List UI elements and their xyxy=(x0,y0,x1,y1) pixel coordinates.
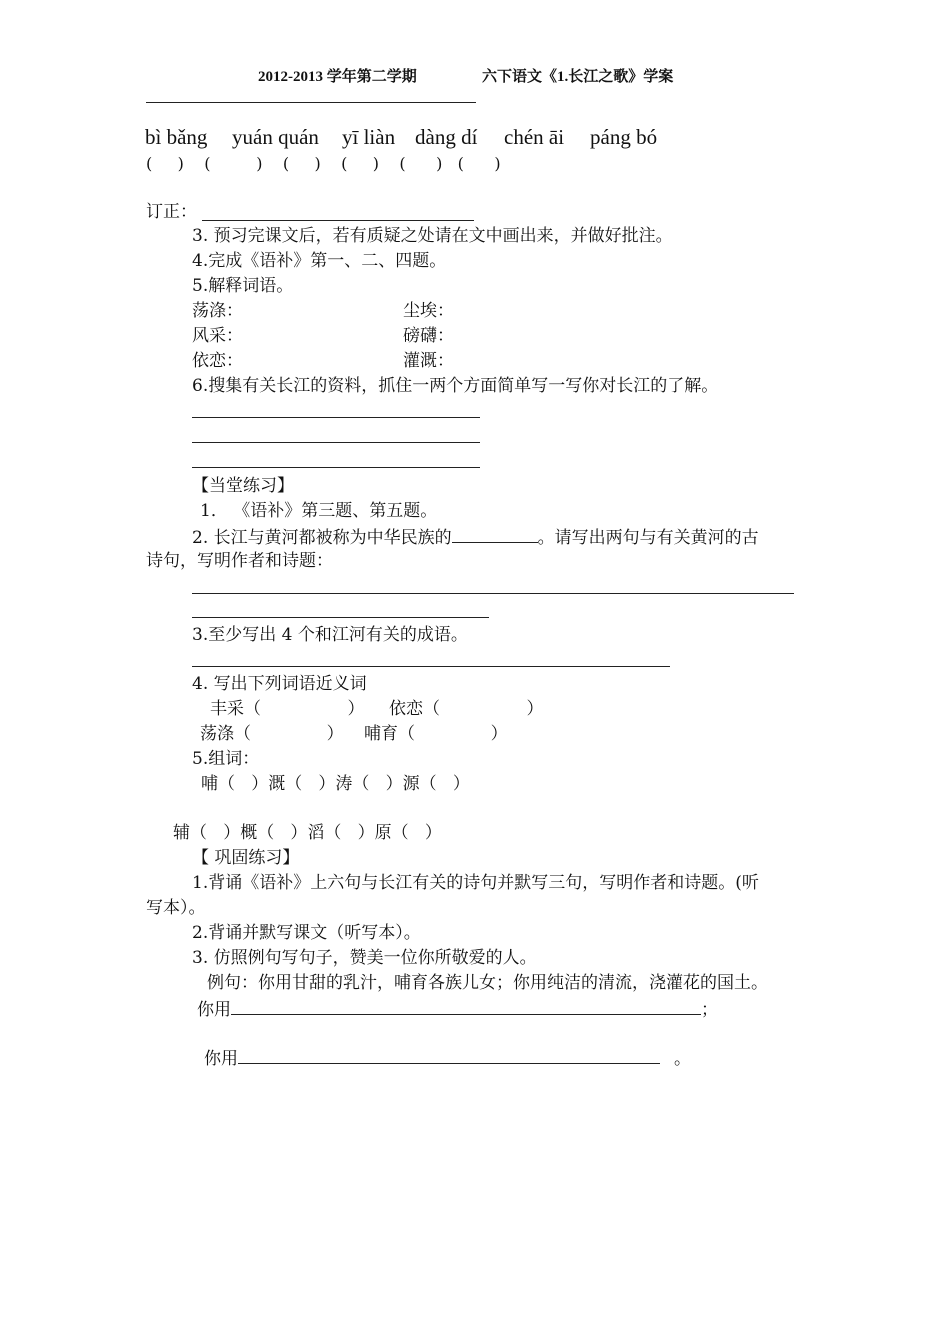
term-item: 灌溉： xyxy=(403,351,454,371)
imitation-line-2 xyxy=(204,1049,691,1068)
preview-q4: 4.完成《语补》第一、二、四题。 xyxy=(192,251,447,271)
synonym-item: 哺育（ ） xyxy=(364,724,508,744)
term-item: 尘埃： xyxy=(403,301,454,321)
class-q2 xyxy=(192,528,759,547)
fill-blank[interactable] xyxy=(238,1049,660,1064)
class-q2-text: 2. 长江与黄河都被称为中华民族的 xyxy=(192,528,452,548)
page-title: 六下语文《1.长江之歌》学案 xyxy=(482,69,674,85)
preview-q5: 5.解释词语。 xyxy=(192,276,294,296)
answer-line[interactable] xyxy=(192,593,794,594)
class-q2-continued: 诗句，写明作者和诗题： xyxy=(146,551,333,571)
pinyin-item: chén āi xyxy=(504,125,565,149)
fill-blank[interactable] xyxy=(452,528,538,543)
correction-label: 订正： xyxy=(146,202,197,222)
class-q5: 5.组词： xyxy=(192,749,260,769)
answer-line[interactable] xyxy=(192,417,480,418)
class-q2-text-after: 。请写出两句与有关黄河的古 xyxy=(537,528,759,548)
consolidate-q1: 1.背诵《语补》上六句与长江有关的诗句并默写三句，写明作者和诗题。(听 xyxy=(192,873,759,893)
answer-line[interactable] xyxy=(192,467,480,468)
class-q4: 4. 写出下列词语近义词 xyxy=(192,674,367,694)
preview-q6: 6.搜集有关长江的资料，抓住一两个方面简单写一写你对长江的了解。 xyxy=(192,376,719,396)
line-end-punct: ； xyxy=(701,1000,718,1020)
pinyin-item: dàng dí xyxy=(415,125,478,149)
pinyin-item: páng bó xyxy=(590,125,658,149)
fill-blank[interactable] xyxy=(231,1000,701,1015)
synonym-item: 依恋（ ） xyxy=(389,699,544,719)
consolidate-q1-continued: 写本）。 xyxy=(146,898,206,918)
term-label: 2012-2013 学年第二学期 xyxy=(258,69,417,85)
line-end-punct: 。 xyxy=(674,1049,691,1069)
imitation-line-1 xyxy=(197,1000,718,1019)
answer-brackets: ( ) ( ) ( ) ( ) ( ) ( ) xyxy=(146,154,501,173)
consolidate-heading: 【 巩固练习】 xyxy=(192,848,300,868)
answer-line[interactable] xyxy=(192,617,489,618)
word-group-row: 辅（ ）概（ ）滔（ ）原（ ） xyxy=(173,823,442,843)
term-item: 磅礴： xyxy=(403,326,454,346)
consolidate-q3: 3. 仿照例句写句子，赞美一位你所敬爱的人。 xyxy=(192,948,537,968)
term-item: 依恋： xyxy=(192,351,243,371)
answer-line[interactable] xyxy=(192,666,670,667)
synonym-item: 丰采（ ） xyxy=(210,699,365,719)
pinyin-item: yuán quán xyxy=(232,125,319,149)
word-group-row: 哺（ ）溉（ ）涛（ ）源（ ） xyxy=(201,774,470,794)
class-practice-heading: 【当堂练习】 xyxy=(192,476,294,496)
class-q3: 3.至少写出 4 个和江河有关的成语。 xyxy=(192,625,468,645)
correction-line[interactable] xyxy=(202,220,474,221)
pinyin-item: yī liàn xyxy=(342,125,396,149)
term-item: 风采： xyxy=(192,326,243,346)
you-use-label: 你用 xyxy=(197,1000,231,1020)
class-q1: 1． 《语补》第三题、第五题。 xyxy=(200,501,438,521)
synonym-item: 荡涤（ ） xyxy=(200,724,344,744)
you-use-label: 你用 xyxy=(204,1049,238,1069)
answer-line[interactable] xyxy=(192,442,480,443)
consolidate-q2: 2.背诵并默写课文（听写本）。 xyxy=(192,923,421,943)
preview-q3: 3. 预习完课文后，若有质疑之处请在文中画出来，并做好批注。 xyxy=(192,226,673,246)
term-item: 荡涤： xyxy=(192,301,243,321)
header-divider xyxy=(146,102,476,103)
example-sentence: 例句：你用甘甜的乳汁，哺育各族儿女；你用纯洁的清流，浇灌花的国土。 xyxy=(207,973,768,993)
pinyin-item: bì bǎng xyxy=(145,125,208,149)
